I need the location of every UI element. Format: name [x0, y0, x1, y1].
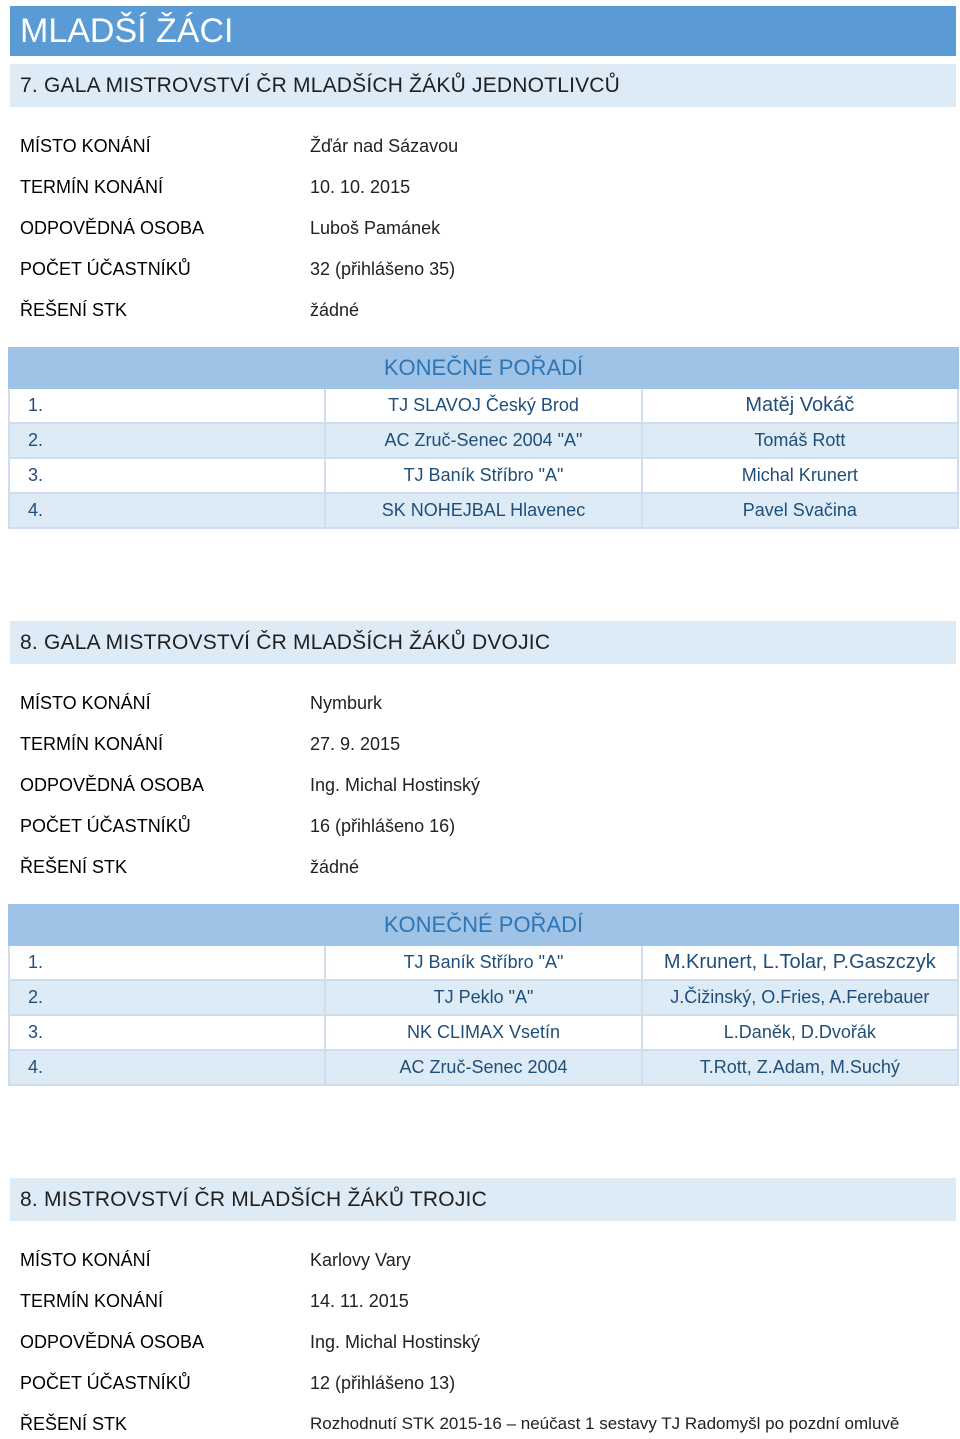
players-cell: Matěj Vokáč: [642, 388, 958, 423]
label-date: TERMÍN KONÁNÍ: [20, 1291, 164, 1311]
club-cell: AC Zruč-Senec 2004: [325, 1050, 641, 1085]
label-person: ODPOVĚDNÁ OSOBA: [20, 775, 205, 795]
value-stk: žádné: [310, 300, 360, 320]
value-participants: 32 (přihlášeno 35): [310, 259, 456, 279]
players-cell: Tomáš Rott: [642, 423, 958, 458]
players-cell: M.Krunert, L.Tolar, P.Gaszczyk: [642, 945, 958, 980]
final-order-heading: KONEČNÉ POŘADÍ: [9, 905, 958, 945]
rank-cell: 4.: [9, 493, 325, 528]
table-row: [9, 458, 958, 493]
label-participants: POČET ÚČASTNÍKŮ: [20, 816, 191, 836]
value-person: Luboš Pamánek: [310, 218, 441, 238]
value-date: 27. 9. 2015: [310, 734, 401, 754]
value-date: 10. 10. 2015: [310, 177, 411, 197]
table-row: [9, 945, 958, 980]
section-title-triples: 8. MISTROVSTVÍ ČR MLADŠÍCH ŽÁKŮ TROJIC: [10, 1178, 956, 1221]
rank-cell: 2.: [9, 980, 325, 1015]
value-participants: 12 (přihlášeno 13): [310, 1373, 456, 1393]
label-date: TERMÍN KONÁNÍ: [20, 177, 164, 197]
label-place: MÍSTO KONÁNÍ: [20, 693, 151, 713]
players-cell: Michal Krunert: [642, 458, 958, 493]
label-place: MÍSTO KONÁNÍ: [20, 1250, 151, 1270]
page-title: MLADŠÍ ŽÁCI: [10, 6, 956, 56]
value-stk: Rozhodnutí STK 2015-16 – neúčast 1 sestavy TJ Radomyšl po pozdní omluvě: [310, 1414, 900, 1433]
value-person: Ing. Michal Hostinský: [310, 1332, 481, 1352]
value-person: Ing. Michal Hostinský: [310, 775, 481, 795]
results-table-doubles: [8, 904, 959, 1086]
label-place: MÍSTO KONÁNÍ: [20, 136, 151, 156]
value-participants: 16 (přihlášeno 16): [310, 816, 456, 836]
club-cell: TJ Baník Stříbro "A": [325, 458, 641, 493]
club-cell: AC Zruč-Senec 2004 "A": [325, 423, 641, 458]
results-table-singles: [8, 347, 959, 529]
section-title-doubles: 8. GALA MISTROVSTVÍ ČR MLADŠÍCH ŽÁKŮ DVOJIC: [10, 621, 956, 664]
section-title-singles: 7. GALA MISTROVSTVÍ ČR MLADŠÍCH ŽÁKŮ JEDNOTLIVCŮ: [10, 64, 956, 107]
label-stk: ŘEŠENÍ STK: [20, 300, 128, 320]
table-row: [9, 1015, 958, 1050]
club-cell: TJ SLAVOJ Český Brod: [325, 388, 641, 423]
rank-cell: 3.: [9, 458, 325, 493]
players-cell: J.Čižinský, O.Fries, A.Ferebauer: [642, 980, 958, 1015]
label-participants: POČET ÚČASTNÍKŮ: [20, 259, 191, 279]
club-cell: NK CLIMAX Vsetín: [325, 1015, 641, 1050]
club-cell: TJ Peklo "A": [325, 980, 641, 1015]
players-cell: T.Rott, Z.Adam, M.Suchý: [642, 1050, 958, 1085]
label-stk: ŘEŠENÍ STK: [20, 857, 128, 877]
table-row: [9, 493, 958, 528]
table-row: [9, 423, 958, 458]
table-row: [9, 980, 958, 1015]
value-place: Žďár nad Sázavou: [310, 136, 459, 156]
rank-cell: 4.: [9, 1050, 325, 1085]
players-cell: Pavel Svačina: [642, 493, 958, 528]
rank-cell: 3.: [9, 1015, 325, 1050]
label-date: TERMÍN KONÁNÍ: [20, 734, 164, 754]
label-person: ODPOVĚDNÁ OSOBA: [20, 1332, 205, 1352]
value-place: Karlovy Vary: [310, 1250, 411, 1270]
club-cell: TJ Baník Stříbro "A": [325, 945, 641, 980]
value-date: 14. 11. 2015: [310, 1291, 409, 1311]
label-stk: ŘEŠENÍ STK: [20, 1414, 128, 1434]
rank-cell: 1.: [9, 945, 325, 980]
rank-cell: 1.: [9, 388, 325, 423]
table-row: [9, 388, 958, 423]
rank-cell: 2.: [9, 423, 325, 458]
label-person: ODPOVĚDNÁ OSOBA: [20, 218, 205, 238]
final-order-heading: KONEČNÉ POŘADÍ: [9, 348, 958, 388]
label-participants: POČET ÚČASTNÍKŮ: [20, 1373, 191, 1393]
value-stk: žádné: [310, 857, 360, 877]
club-cell: SK NOHEJBAL Hlavenec: [325, 493, 641, 528]
table-row: [9, 1050, 958, 1085]
value-place: Nymburk: [310, 693, 383, 713]
players-cell: L.Daněk, D.Dvořák: [642, 1015, 958, 1050]
